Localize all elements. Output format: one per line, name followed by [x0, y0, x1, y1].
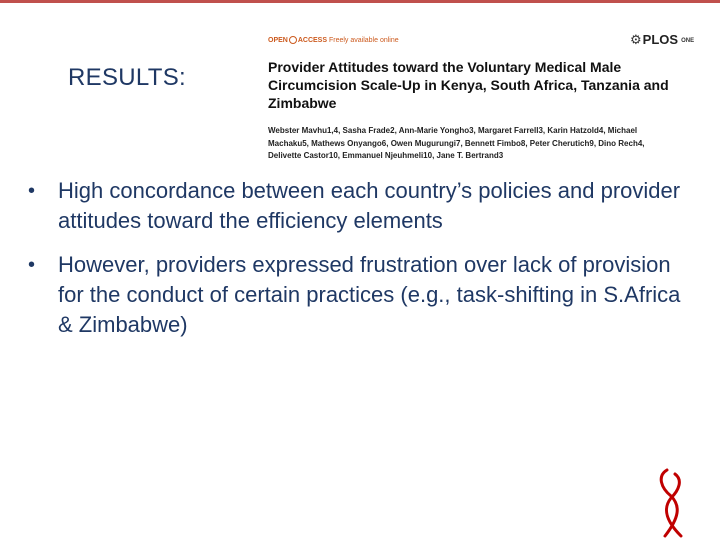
plos-logo-sub: ONE	[681, 38, 695, 44]
top-accent-rule	[0, 0, 720, 3]
open-access-lock-icon	[289, 36, 297, 44]
open-access-banner	[268, 36, 399, 46]
plos-logo-mark: ⚙	[630, 32, 642, 47]
bullet-text: However, providers expressed frustration over lack of provision for the conduct of certain practices (e.g., task-shifting in S.Africa & Zimbabwe)	[58, 252, 681, 337]
paper-title: Provider Attitudes toward the Voluntary Medical Male Circumcision Scale-Up in Kenya, South Africa, Tanzania and Zimbabwe	[268, 59, 669, 111]
bullet-item	[28, 250, 700, 340]
freely-available-label: Freely available online	[328, 37, 399, 44]
slide-heading: RESULTS:	[68, 64, 186, 91]
bullet-item	[28, 176, 700, 236]
paper-header-image	[268, 32, 708, 162]
bullet-list	[28, 176, 700, 340]
open-label: OPEN	[268, 37, 288, 44]
plos-logo	[630, 32, 694, 48]
bullet-marker: •	[28, 180, 36, 202]
bullet-marker: •	[28, 254, 36, 276]
access-label: ACCESS	[297, 37, 328, 44]
plos-logo-text: PLOS	[642, 32, 679, 47]
bullet-text: High concordance between each country’s policies and provider attitudes toward the efficiency elements	[58, 178, 681, 233]
awareness-ribbon-icon	[651, 466, 691, 540]
paper-authors: Webster Mavhu1,4, Sasha Frade2, Ann-Marie Yongho3, Margaret Farrell3, Karin Hatzold4, Michael Machaku5, Mathews Onyango6, Owen Mugurungi7, Bennett Fimbo8, Peter Cherutich9, Dino Rech4, Delivette Castor10, Emmanuel Njeuhmeli10, Jane T. Bertrand3	[268, 126, 645, 160]
